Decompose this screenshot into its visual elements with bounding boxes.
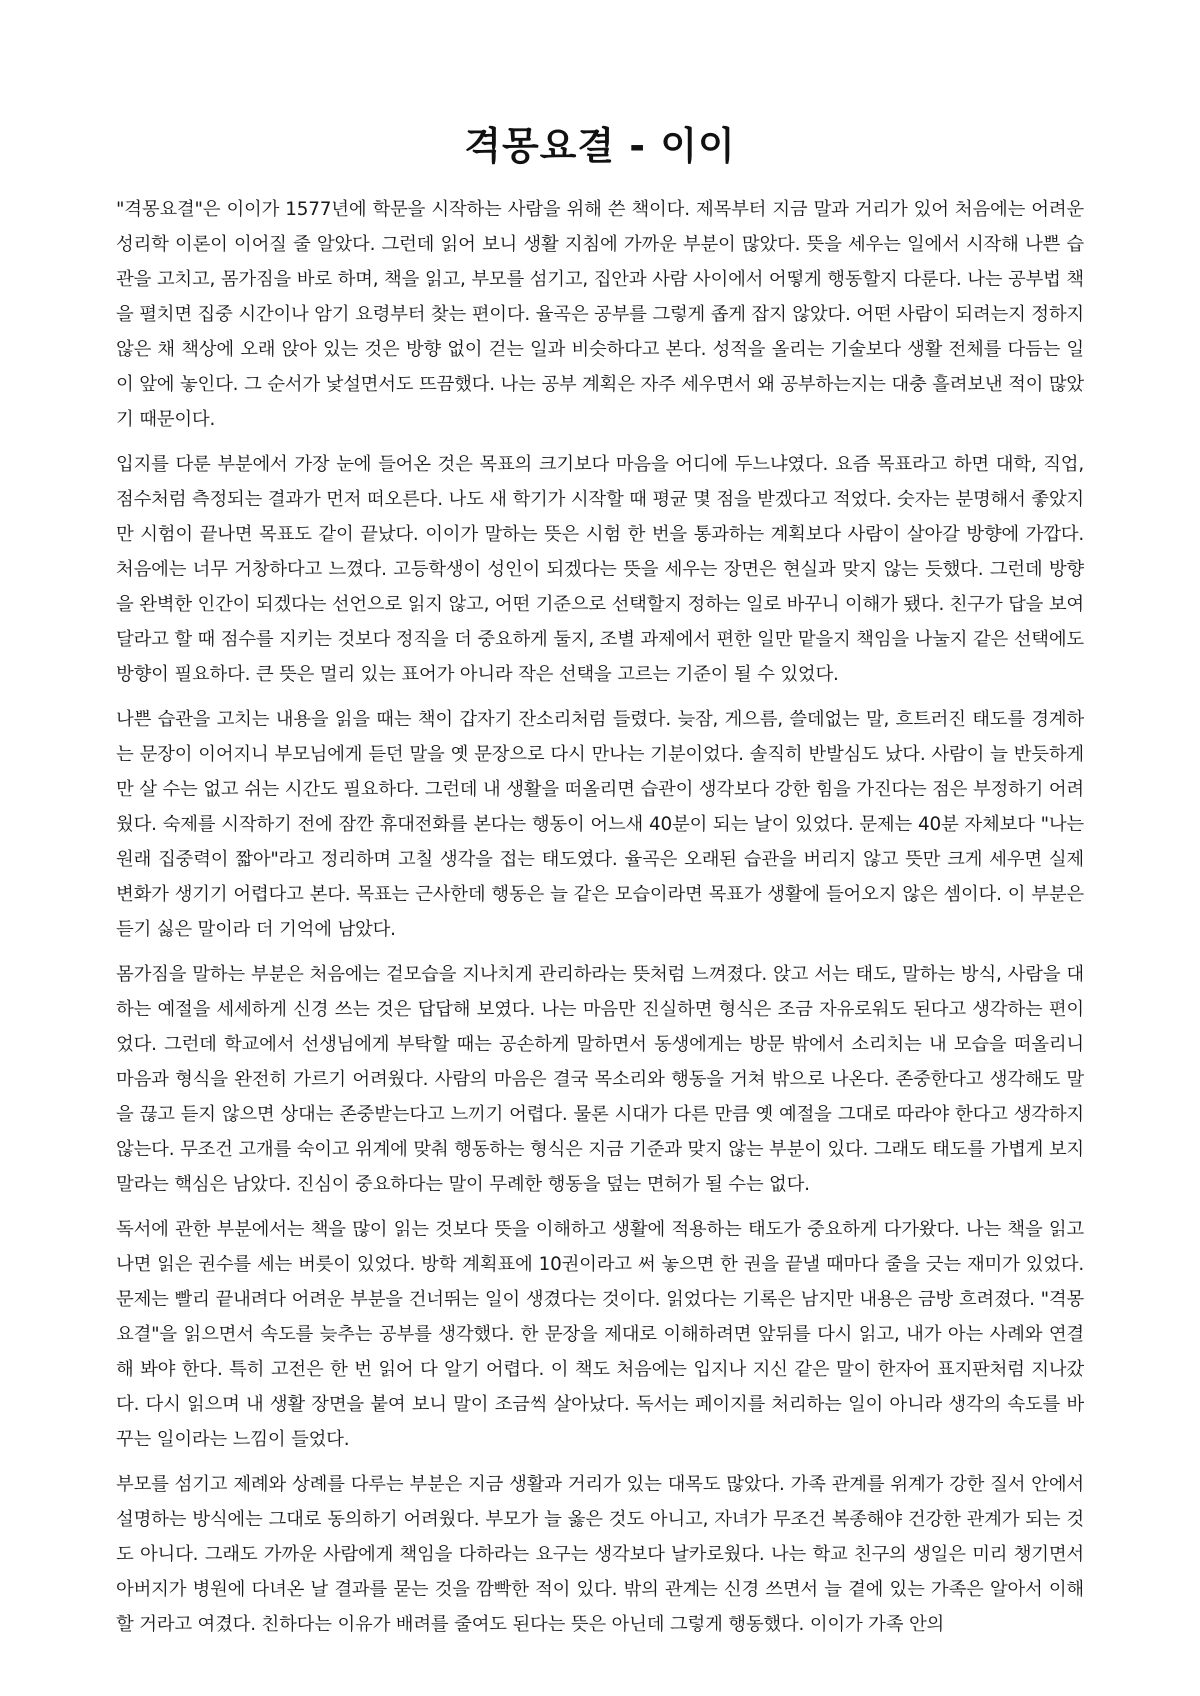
- paragraph-4: 몸가짐을 말하는 부분은 처음에는 겉모습을 지나치게 관리하라는 뜻처럼 느껴졌다. 앉고 서는 태도, 말하는 방식, 사람을 대하는 예절을 세세하게 신경 쓰는 것은 답답해 보였다. 나는 마음만 진실하면 형식은 조금 자유로워도 된다고 생각하는 편이었다. 그런데 학교에서 선생님에게 부탁할 때는 공손하게 말하면서 동생에게는 방문 밖에서 소리치는 내 모습을 떠올리니 마음과 형식을 완전히 가르기 어려웠다. 사람의 마음은 결국 목소리와 행동을 거쳐 밖으로 나온다. 존중한다고 생각해도 말을 끊고 듣지 않으면 상대는 존중받는다고 느끼기 어렵다. 물론 시대가 다른 만큼 옛 예절을 그대로 따라야 한다고 생각하지 않는다. 무조건 고개를 숙이고 위계에 맞춰 행동하는 형식은 지금 기준과 맞지 않는 부분이 있다. 그래도 태도를 가볍게 보지 말라는 핵심은 남았다. 진심이 중요하다는 말이 무례한 행동을 덮는 면허가 될 수는 없다.: [116, 964, 1084, 1195]
- paragraph-5: 독서에 관한 부분에서는 책을 많이 읽는 것보다 뜻을 이해하고 생활에 적용하는 태도가 중요하게 다가왔다. 나는 책을 읽고 나면 읽은 권수를 세는 버릇이 있었다. 방학 계획표에 10권이라고 써 놓으면 한 권을 끝낼 때마다 줄을 긋는 재미가 있었다. 문제는 빨리 끝내려다 어려운 부분을 건너뛰는 일이 생겼다는 것이다. 읽었다는 기록은 남지만 내용은 금방 흐려졌다. "격몽요결"을 읽으면서 속도를 늦추는 공부를 생각했다. 한 문장을 제대로 이해하려면 앞뒤를 다시 읽고, 내가 아는 사례와 연결해 봐야 한다. 특히 고전은 한 번 읽어 다 알기 어렵다. 이 책도 처음에는 입지나 지신 같은 말이 한자어 표지판처럼 지나갔다. 다시 읽으며 내 생활 장면을 붙여 보니 말이 조금씩 살아났다. 독서는 페이지를 처리하는 일이 아니라 생각의 속도를 바꾸는 일이라는 느낌이 들었다.: [116, 1219, 1084, 1450]
- paragraph-1: "격몽요결"은 이이가 1577년에 학문을 시작하는 사람을 위해 쓴 책이다. 제목부터 지금 말과 거리가 있어 처음에는 어려운 성리학 이론이 이어질 줄 알았다. 그런데 읽어 보니 생활 지침에 가까운 부분이 많았다. 뜻을 세우는 일에서 시작해 나쁜 습관을 고치고, 몸가짐을 바로 하며, 책을 읽고, 부모를 섬기고, 집안과 사람 사이에서 어떻게 행동할지 다룬다. 나는 공부법 책을 펼치면 집중 시간이나 암기 요령부터 찾는 편이다. 율곡은 공부를 그렇게 좁게 잡지 않았다. 어떤 사람이 되려는지 정하지 않은 채 책상에 오래 앉아 있는 것은 방향 없이 걷는 일과 비슷하다고 본다. 성적을 올리는 기술보다 생활 전체를 다듬는 일이 앞에 놓인다. 그 순서가 낯설면서도 뜨끔했다. 나는 공부 계획은 자주 세우면서 왜 공부하는지는 대충 흘려보낸 적이 많았기 때문이다.: [116, 199, 1084, 430]
- document-title: 격몽요결 - 이이: [464, 124, 736, 168]
- paragraph-3: 나쁜 습관을 고치는 내용을 읽을 때는 책이 갑자기 잔소리처럼 들렸다. 늦잠, 게으름, 쓸데없는 말, 흐트러진 태도를 경계하는 문장이 이어지니 부모님에게 듣던 말을 옛 문장으로 다시 만나는 기분이었다. 솔직히 반발심도 났다. 사람이 늘 반듯하게만 살 수는 없고 쉬는 시간도 필요하다. 그런데 내 생활을 떠올리면 습관이 생각보다 강한 힘을 가진다는 점은 부정하기 어려웠다. 숙제를 시작하기 전에 잠깐 휴대전화를 본다는 행동이 어느새 40분이 되는 날이 있었다. 문제는 40분 자체보다 "나는 원래 집중력이 짧아"라고 정리하며 고칠 생각을 접는 태도였다. 율곡은 오래된 습관을 버리지 않고 뜻만 크게 세우면 실제 변화가 생기기 어렵다고 본다. 목표는 근사한데 행동은 늘 같은 모습이라면 목표가 생활에 들어오지 않은 셈이다. 이 부분은 듣기 싫은 말이라 더 기억에 남았다.: [116, 709, 1084, 940]
- paragraph-2: 입지를 다룬 부분에서 가장 눈에 들어온 것은 목표의 크기보다 마음을 어디에 두느냐였다. 요즘 목표라고 하면 대학, 직업, 점수처럼 측정되는 결과가 먼저 떠오른다. 나도 새 학기가 시작할 때 평균 몇 점을 받겠다고 적었다. 숫자는 분명해서 좋았지만 시험이 끝나면 목표도 같이 끝났다. 이이가 말하는 뜻은 시험 한 번을 통과하는 계획보다 사람이 살아갈 방향에 가깝다. 처음에는 너무 거창하다고 느꼈다. 고등학생이 성인이 되겠다는 뜻을 세우는 장면은 현실과 맞지 않는 듯했다. 그런데 방향을 완벽한 인간이 되겠다는 선언으로 읽지 않고, 어떤 기준으로 선택할지 정하는 일로 바꾸니 이해가 됐다. 친구가 답을 보여 달라고 할 때 점수를 지키는 것보다 정직을 더 중요하게 둘지, 조별 과제에서 편한 일만 맡을지 책임을 나눌지 같은 선택에도 방향이 필요하다. 큰 뜻은 멀리 있는 표어가 아니라 작은 선택을 고르는 기준이 될 수 있었다.: [116, 454, 1084, 685]
- paragraph-6: 부모를 섬기고 제례와 상례를 다루는 부분은 지금 생활과 거리가 있는 대목도 많았다. 가족 관계를 위계가 강한 질서 안에서 설명하는 방식에는 그대로 동의하기 어려웠다. 부모가 늘 옳은 것도 아니고, 자녀가 무조건 복종해야 건강한 관계가 되는 것도 아니다. 그래도 가까운 사람에게 책임을 다하라는 요구는 생각보다 날카로웠다. 나는 학교 친구의 생일은 미리 챙기면서 아버지가 병원에 다녀온 날 결과를 묻는 것을 깜빡한 적이 있다. 밖의 관계는 신경 쓰면서 늘 곁에 있는 가족은 알아서 이해할 거라고 여겼다. 친하다는 이유가 배려를 줄여도 된다는 뜻은 아닌데 그렇게 행동했다. 이이가 가족 안의: [116, 1474, 1084, 1635]
- document-page: [116, 118, 1084, 1652]
